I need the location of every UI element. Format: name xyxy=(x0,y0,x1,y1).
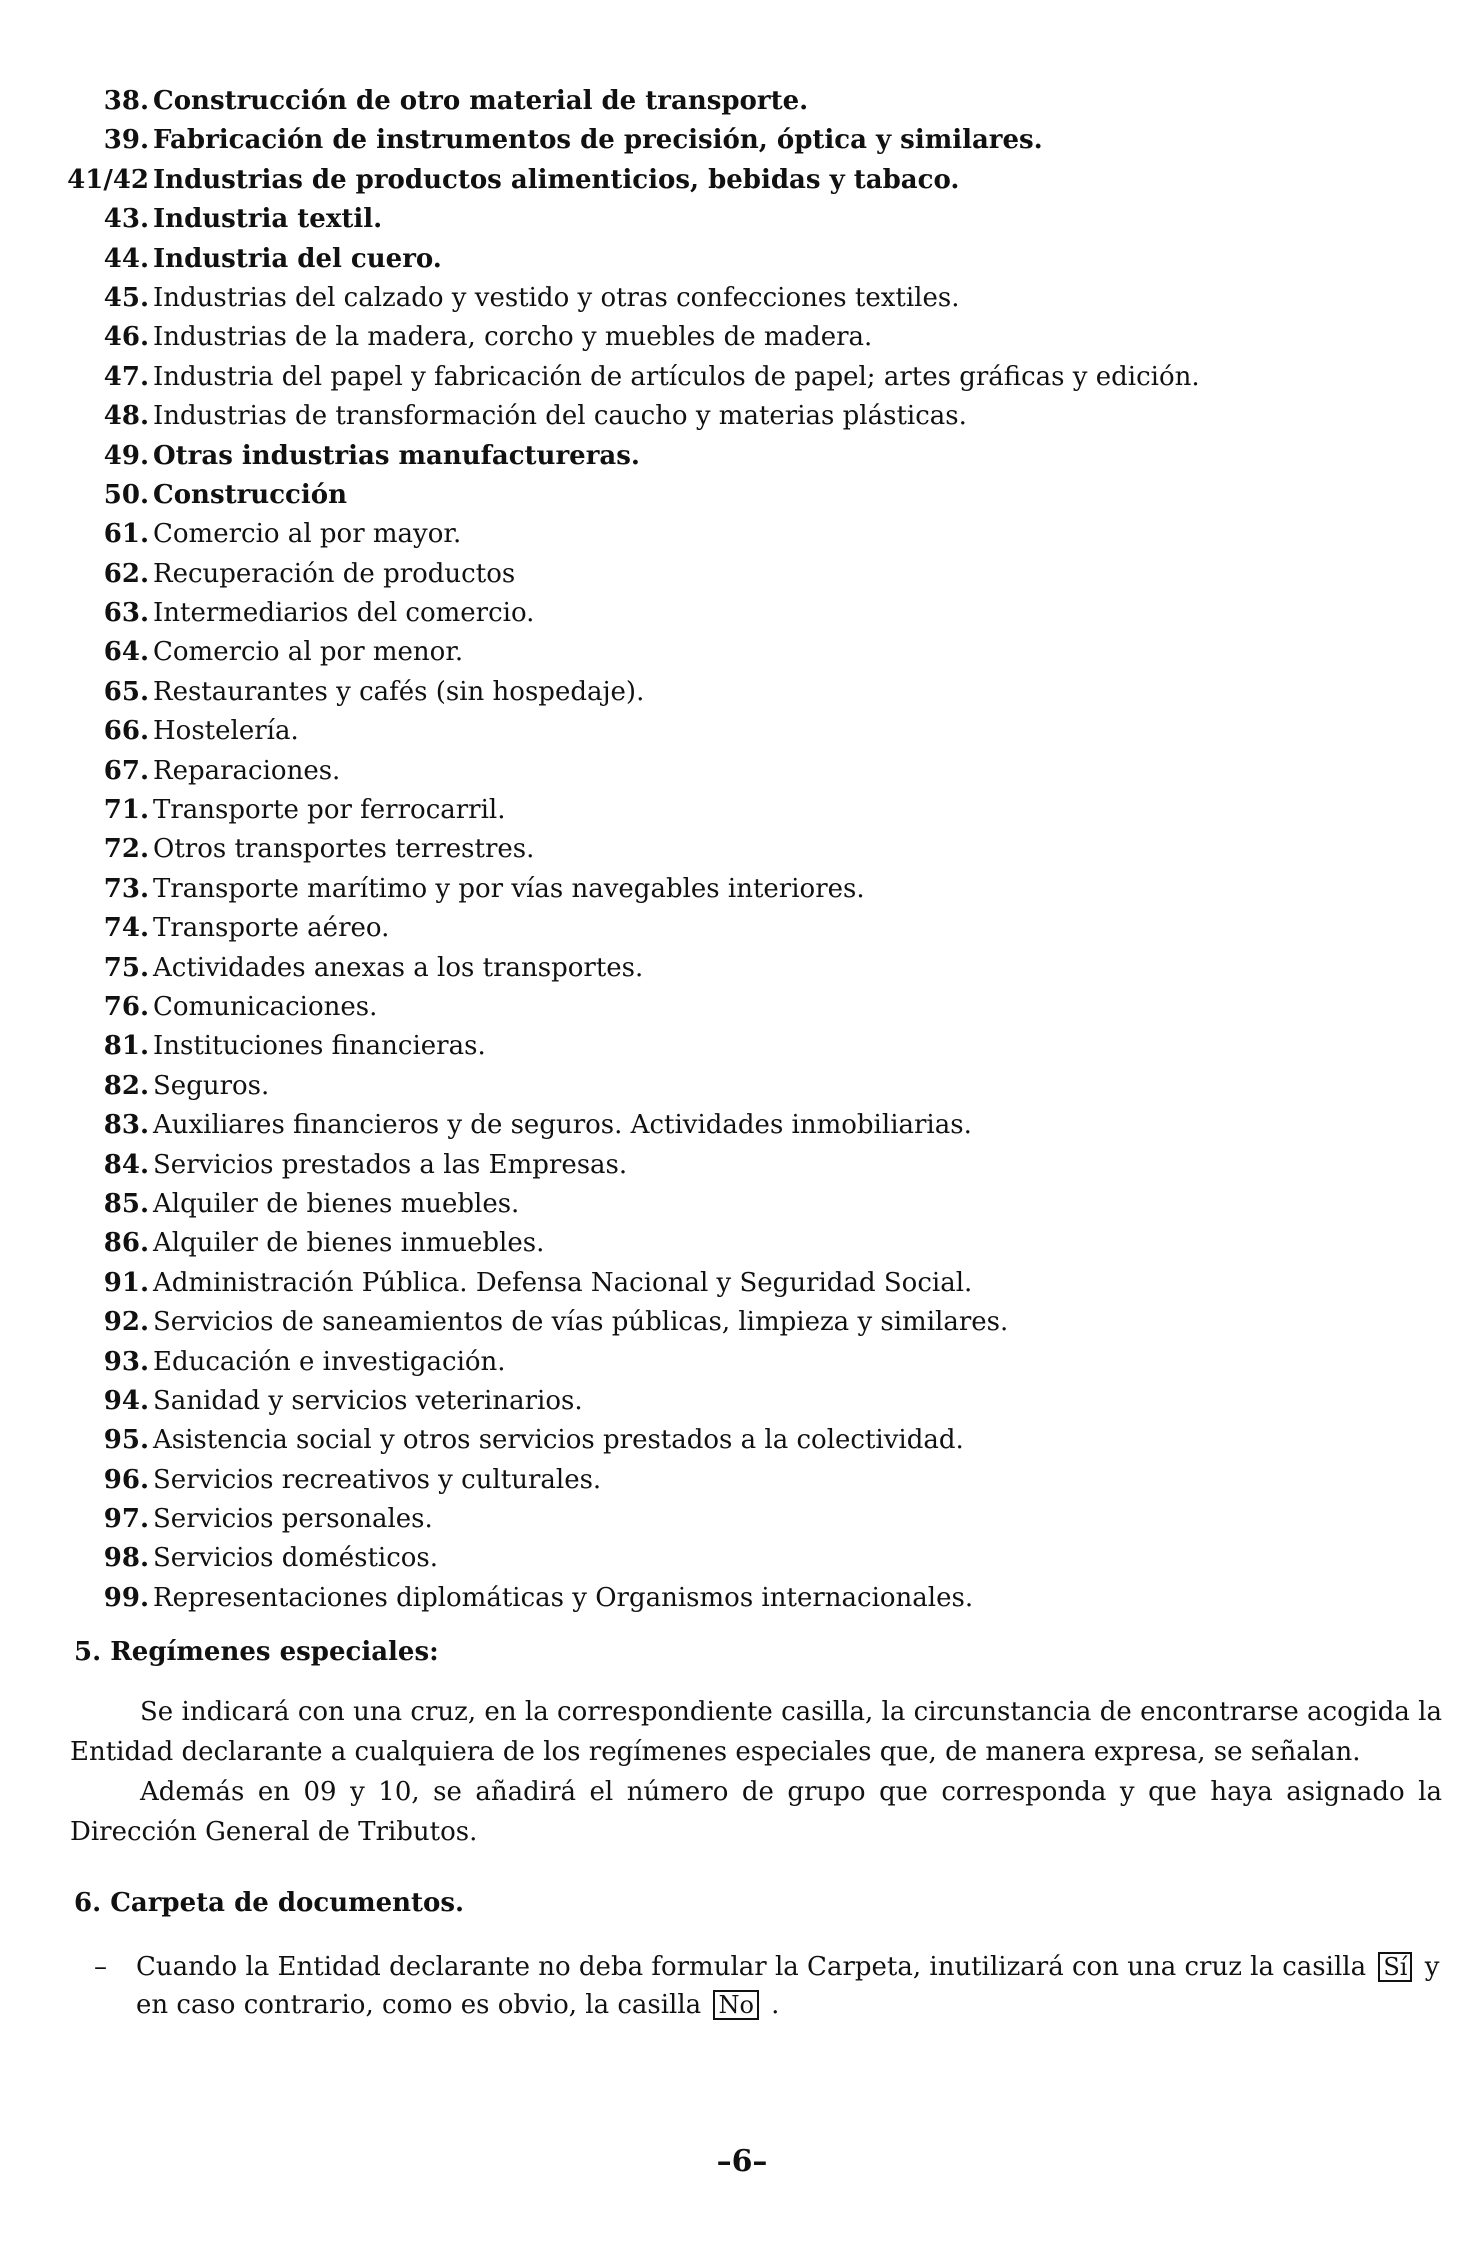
activity-row xyxy=(0,752,1484,791)
activity-row xyxy=(0,1185,1484,1224)
section-6-text-after: . xyxy=(771,1990,780,2020)
activity-row xyxy=(0,673,1484,712)
activity-row xyxy=(0,1146,1484,1185)
activity-code: 83. xyxy=(103,1110,149,1141)
activity-description: Alquiler de bienes muebles. xyxy=(153,1188,520,1219)
activity-row xyxy=(0,240,1484,279)
activity-code: 38. xyxy=(103,86,149,116)
activity-description: Industrias de transformación del caucho y materias plásticas. xyxy=(153,401,967,432)
activity-code: 92. xyxy=(103,1307,149,1338)
activity-description: Servicios de saneamientos de vías públicas, limpieza y similares. xyxy=(153,1307,1009,1338)
activity-code: 45. xyxy=(103,282,149,313)
activity-description: Servicios personales. xyxy=(153,1504,433,1535)
activity-description: Comercio al por menor. xyxy=(153,637,464,668)
activity-code: 61. xyxy=(103,519,149,550)
activity-code: 95. xyxy=(103,1425,149,1456)
activity-description: Reparaciones. xyxy=(153,755,341,786)
activity-code: 86. xyxy=(103,1228,149,1259)
activity-row xyxy=(0,1264,1484,1303)
activity-description: Administración Pública. Defensa Nacional y Seguridad Social. xyxy=(153,1267,973,1298)
activity-description: Seguros. xyxy=(153,1070,270,1101)
activity-code: 96. xyxy=(103,1464,149,1495)
activity-description: Alquiler de bienes inmuebles. xyxy=(153,1228,545,1259)
activity-row xyxy=(0,1579,1484,1618)
activity-code: 71. xyxy=(103,795,149,826)
activity-row xyxy=(0,988,1484,1027)
activity-code: 99. xyxy=(103,1582,149,1613)
activity-description: Otras industrias manufactureras. xyxy=(153,440,640,471)
activity-row xyxy=(0,1224,1484,1263)
activity-row xyxy=(0,1343,1484,1382)
activity-row xyxy=(0,318,1484,357)
activity-row xyxy=(0,515,1484,554)
activity-description: Restaurantes y cafés (sin hospedaje). xyxy=(153,676,645,707)
activity-row xyxy=(0,476,1484,515)
activity-description: Transporte aéreo. xyxy=(153,913,390,944)
activity-row xyxy=(0,161,1484,200)
activity-row xyxy=(0,555,1484,594)
activity-row xyxy=(0,1303,1484,1342)
section-6-item xyxy=(94,1948,1442,2024)
activity-description: Industrias de productos alimenticios, bebidas y tabaco. xyxy=(153,164,960,195)
activity-row xyxy=(0,1027,1484,1066)
activity-row xyxy=(0,437,1484,476)
activity-description: Transporte por ferrocarril. xyxy=(153,795,506,826)
activity-description: Construcción de otro material de transporte. xyxy=(153,86,809,116)
activity-code: 43. xyxy=(103,204,149,235)
activity-code: 82. xyxy=(103,1070,149,1101)
activity-row xyxy=(0,830,1484,869)
activity-code: 81. xyxy=(103,1031,149,1062)
activity-code: 49. xyxy=(103,440,149,471)
activity-code: 76. xyxy=(103,991,149,1022)
activity-code: 39. xyxy=(103,125,149,156)
section-6-text-before: Cuando la Entidad declarante no deba formular la Carpeta, inutilizará con una cruz la casilla xyxy=(136,1952,1367,1982)
activity-row xyxy=(0,1500,1484,1539)
activity-code: 66. xyxy=(103,716,149,747)
activity-description: Servicios domésticos. xyxy=(153,1543,439,1574)
activity-code: 97. xyxy=(103,1504,149,1535)
activity-code: 46. xyxy=(103,322,149,353)
activity-row xyxy=(0,791,1484,830)
activity-description: Educación e investigación. xyxy=(153,1346,506,1377)
activity-row xyxy=(0,949,1484,988)
activity-description: Comunicaciones. xyxy=(153,991,378,1022)
activity-row xyxy=(0,121,1484,160)
activity-code: 74. xyxy=(103,913,149,944)
activity-code: 50. xyxy=(103,479,149,510)
activity-code: 72. xyxy=(103,834,149,865)
activity-description: Asistencia social y otros servicios prestados a la colectividad. xyxy=(153,1425,964,1456)
activity-row xyxy=(0,82,1484,121)
activity-description: Recuperación de productos xyxy=(153,558,516,589)
activity-code: 98. xyxy=(103,1543,149,1574)
activity-description: Transporte marítimo y por vías navegables interiores. xyxy=(153,873,865,904)
activity-description: Instituciones financieras. xyxy=(153,1031,486,1062)
activity-code: 75. xyxy=(103,952,149,983)
activity-code: 62. xyxy=(103,558,149,589)
activity-row xyxy=(0,1461,1484,1500)
section-5-paragraph-1: Se indicará con una cruz, en la correspondiente casilla, la circunstancia de encontrarse acogida la Entidad declarante a cualquiera de los regímenes especiales que, de manera expresa, se señalan. xyxy=(70,1697,1442,1767)
activity-description: Industria textil. xyxy=(153,204,383,235)
activity-code: 84. xyxy=(103,1149,149,1180)
activity-code: 85. xyxy=(103,1188,149,1219)
activity-code: 73. xyxy=(103,873,149,904)
activity-row xyxy=(0,200,1484,239)
activity-row xyxy=(0,594,1484,633)
activity-description: Hostelería. xyxy=(153,716,299,747)
activity-description: Comercio al por mayor. xyxy=(153,519,462,550)
activity-code: 94. xyxy=(103,1385,149,1416)
activity-row xyxy=(0,909,1484,948)
activity-description: Auxiliares financieros y de seguros. Actividades inmobiliarias. xyxy=(153,1110,972,1141)
activity-description: Industria del cuero. xyxy=(153,243,442,274)
activity-description: Fabricación de instrumentos de precisión, óptica y similares. xyxy=(153,125,1043,156)
activity-row xyxy=(0,358,1484,397)
activity-description: Otros transportes terrestres. xyxy=(153,834,535,865)
activity-row xyxy=(0,1539,1484,1578)
activity-code: 65. xyxy=(103,676,149,707)
activity-code: 64. xyxy=(103,637,149,668)
section-6-text-middle: y en caso contrario, como es obvio, la casilla xyxy=(136,1952,1440,2020)
activity-code: 41/42 xyxy=(67,164,149,195)
activity-code: 47. xyxy=(103,361,149,392)
activity-code: 67. xyxy=(103,755,149,786)
activity-description: Actividades anexas a los transportes. xyxy=(153,952,644,983)
activity-row xyxy=(0,1106,1484,1145)
dash-bullet: – xyxy=(94,1952,107,1982)
activity-description: Industrias de la madera, corcho y muebles de madera. xyxy=(153,322,873,353)
activity-description: Industria del papel y fabricación de artículos de papel; artes gráficas y edición. xyxy=(153,361,1200,392)
activity-row xyxy=(0,397,1484,436)
activity-description: Servicios recreativos y culturales. xyxy=(153,1464,602,1495)
activity-row xyxy=(0,712,1484,751)
section-5-paragraph-2: Además en 09 y 10, se añadirá el número de grupo que corresponda y que haya asignado la Dirección General de Tributos. xyxy=(70,1777,1442,1847)
activity-code: 63. xyxy=(103,598,149,629)
activity-code: 48. xyxy=(103,401,149,432)
activity-row xyxy=(0,1421,1484,1460)
activity-description: Construcción xyxy=(153,479,347,510)
activity-code: 44. xyxy=(103,243,149,274)
page-number: –6– xyxy=(716,2144,768,2179)
section-5-title: 5. Regímenes especiales: xyxy=(74,1637,439,1667)
activity-row xyxy=(0,870,1484,909)
checkbox-si: Sí xyxy=(1378,1952,1412,1982)
activity-code-list xyxy=(0,82,1484,1618)
activity-description: Servicios prestados a las Empresas. xyxy=(153,1149,628,1180)
section-6-title: 6. Carpeta de documentos. xyxy=(74,1888,465,1918)
activity-row xyxy=(0,279,1484,318)
activity-row xyxy=(0,1067,1484,1106)
activity-row xyxy=(0,1382,1484,1421)
activity-code: 93. xyxy=(103,1346,149,1377)
activity-description: Industrias del calzado y vestido y otras confecciones textiles. xyxy=(153,282,960,313)
activity-row xyxy=(0,633,1484,672)
activity-description: Sanidad y servicios veterinarios. xyxy=(153,1385,583,1416)
activity-description: Intermediarios del comercio. xyxy=(153,598,535,629)
checkbox-no: No xyxy=(713,1990,758,2020)
activity-code: 91. xyxy=(103,1267,149,1298)
activity-description: Representaciones diplomáticas y Organismos internacionales. xyxy=(153,1582,974,1613)
